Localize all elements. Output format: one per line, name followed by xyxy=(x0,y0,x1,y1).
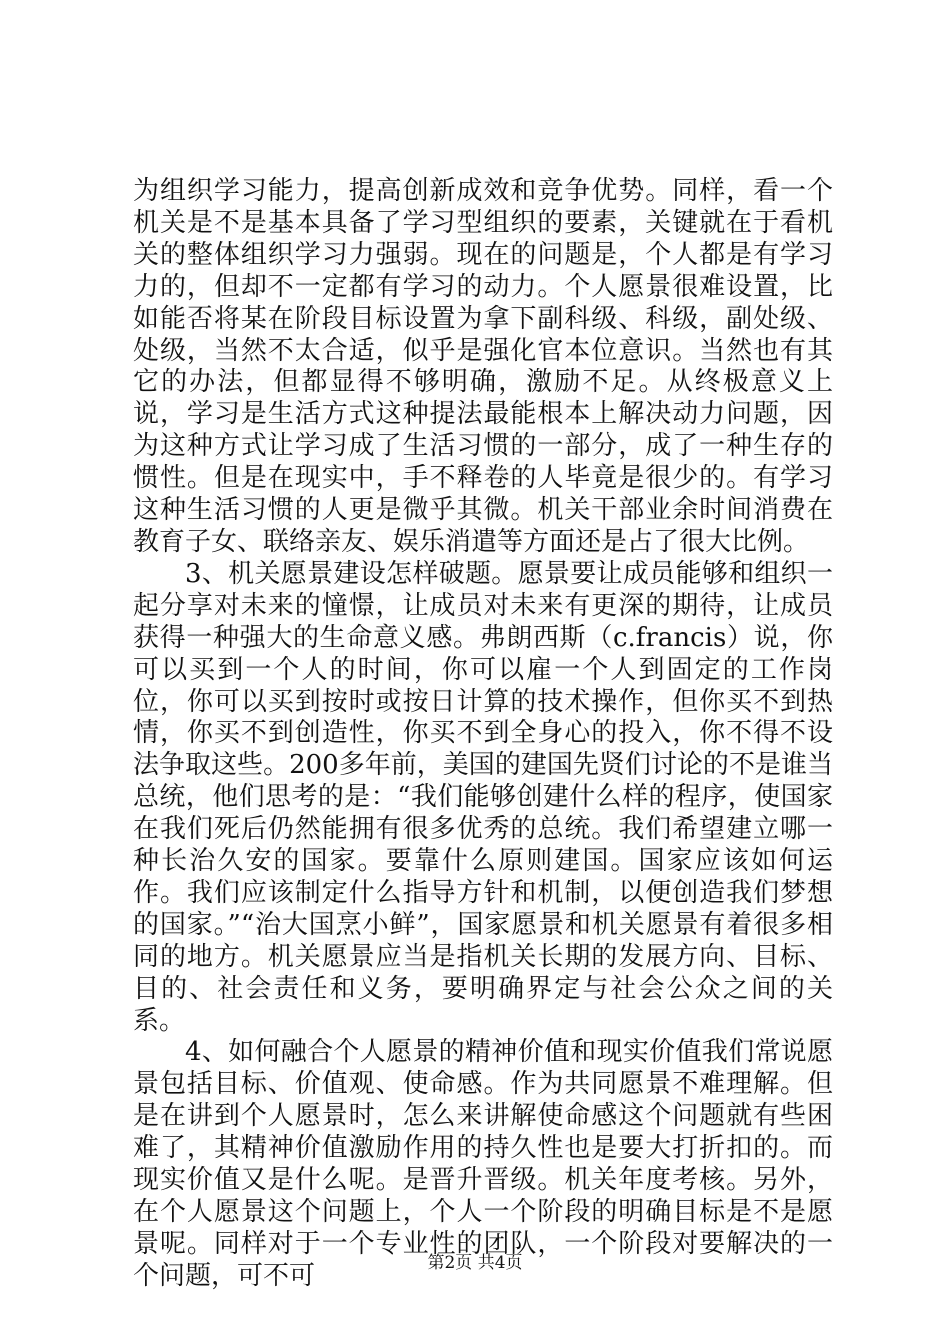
paragraph-3: 4、如何融合个人愿景的精神价值和现实价值我们常说愿景包括目标、价值观、使命感。作为共同愿景不难理解。但是在讲到个人愿景时，怎么来讲解使命感这个问题就有些困难了，其精神价值激励作用的持久性也是要大打折扣的。而现实价值又是什么呢。是晋升晋级。机关年度考核。另外，在个人愿景这个问题上，个人一个阶段的明确目标是不是愿景呢。同样对于一个专业性的团队，一个阶段对要解决的一个问题，可不可 xyxy=(133,1037,833,1291)
page-number-footer: 第2页 共4页 xyxy=(427,1253,523,1273)
document-body xyxy=(133,176,833,1293)
paragraph-1: 为组织学习能力，提高创新成效和竞争优势。同样，看一个机关是不是基本具备了学习型组织的要素，关键就在于看机关的整体组织学习力强弱。现在的问题是，个人都是有学习力的，但却不一定都有学习的动力。个人愿景很难设置，比如能否将某在阶段目标设置为拿下副科级、科级，副处级、处级，当然不太合适，似乎是强化官本位意识。当然也有其它的办法，但都显得不够明确，激励不足。从终极意义上说，学习是生活方式这种提法最能根本上解决动力问题，因为这种方式让学习成了生活习惯的一部分，成了一种生存的惯性。但是在现实中，手不释卷的人毕竟是很少的。有学习这种生活习惯的人更是微乎其微。机关干部业余时间消费在教育子女、联络亲友、娱乐消遣等方面还是占了很大比例。 xyxy=(133,176,833,557)
paragraph-2: 3、机关愿景建设怎样破题。愿景要让成员能够和组织一起分享对未来的憧憬，让成员对未来有更深的期待，让成员获得一种强大的生命意义感。弗朗西斯（c.francis）说，你可以买到一个人的时间，你可以雇一个人到固定的工作岗位，你可以买到按时或按日计算的技术操作，但你买不到热情，你买不到创造性，你买不到全身心的投入，你不得不设法争取这些。200多年前，美国的建国先贤们讨论的不是谁当总统，他们思考的是：“我们能够创建什么样的程序，使国家在我们死后仍然能拥有很多优秀的总统。我们希望建立哪一种长治久安的国家。要靠什么原则建国。国家应该如何运作。我们应该制定什么指导方针和机制，以便创造我们梦想的国家。”“治大国烹小鲜”，国家愿景和机关愿景有着很多相同的地方。机关愿景应当是指机关长期的发展方向、目标、目的、社会责任和义务，要明确界定与社会公众之间的关系。 xyxy=(133,558,833,1036)
